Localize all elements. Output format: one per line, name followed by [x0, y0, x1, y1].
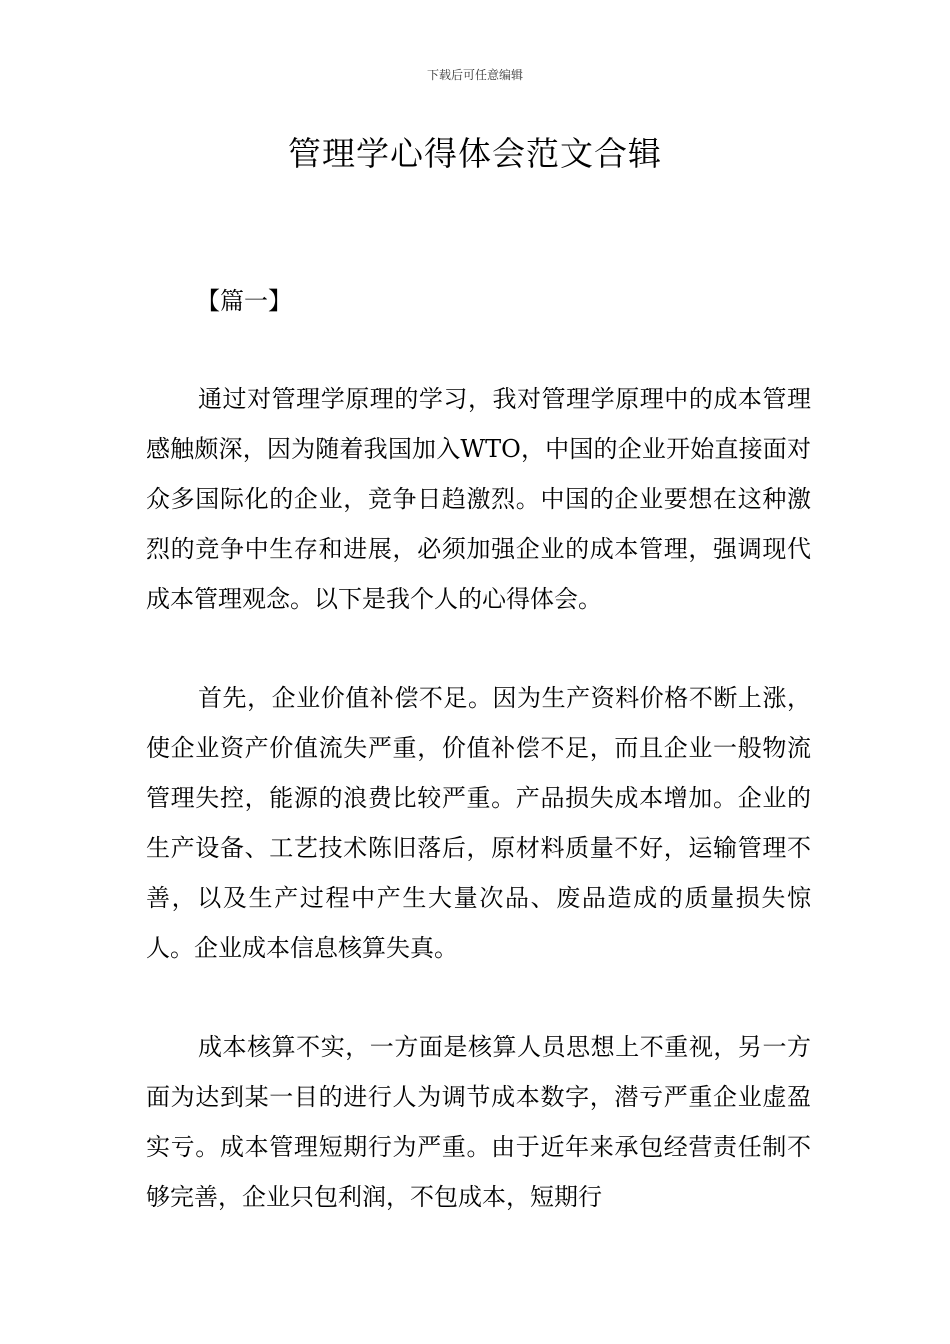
- paragraph-3: 成本核算不实，一方面是核算人员思想上不重视，另一方面为达到某一目的进行人为调节成本数字，潜亏严重企业虚盈实亏。成本管理短期行为严重。由于近年来承包经营责任制不够完善，企业只包利润，不包成本，短期行: [146, 1033, 811, 1211]
- document-title: 管理学心得体会范文合辑: [288, 134, 662, 173]
- paragraph-1: 通过对管理学原理的学习，我对管理学原理中的成本管理感触颇深，因为随着我国加入WTO，中国的企业开始直接面对众多国际化的企业，竞争日趋激烈。中国的企业要想在这种激烈的竞争中生存和进展，必须加强企业的成本管理，强调现代成本管理观念。以下是我个人的心得体会。: [146, 385, 811, 613]
- section-heading: 【篇一】: [196, 287, 292, 315]
- header-note: 下载后可任意编辑: [426, 68, 523, 82]
- paragraph-2: 首先，企业价值补偿不足。因为生产资料价格不断上涨，使企业资产价值流失严重，价值补偿不足，而且企业一般物流管理失控，能源的浪费比较严重。产品损失成本增加。企业的生产设备、工艺技术陈旧落后，原材料质量不好，运输管理不善，以及生产过程中产生大量次品、废品造成的质量损失惊人。企业成本信息核算失真。: [146, 684, 811, 962]
